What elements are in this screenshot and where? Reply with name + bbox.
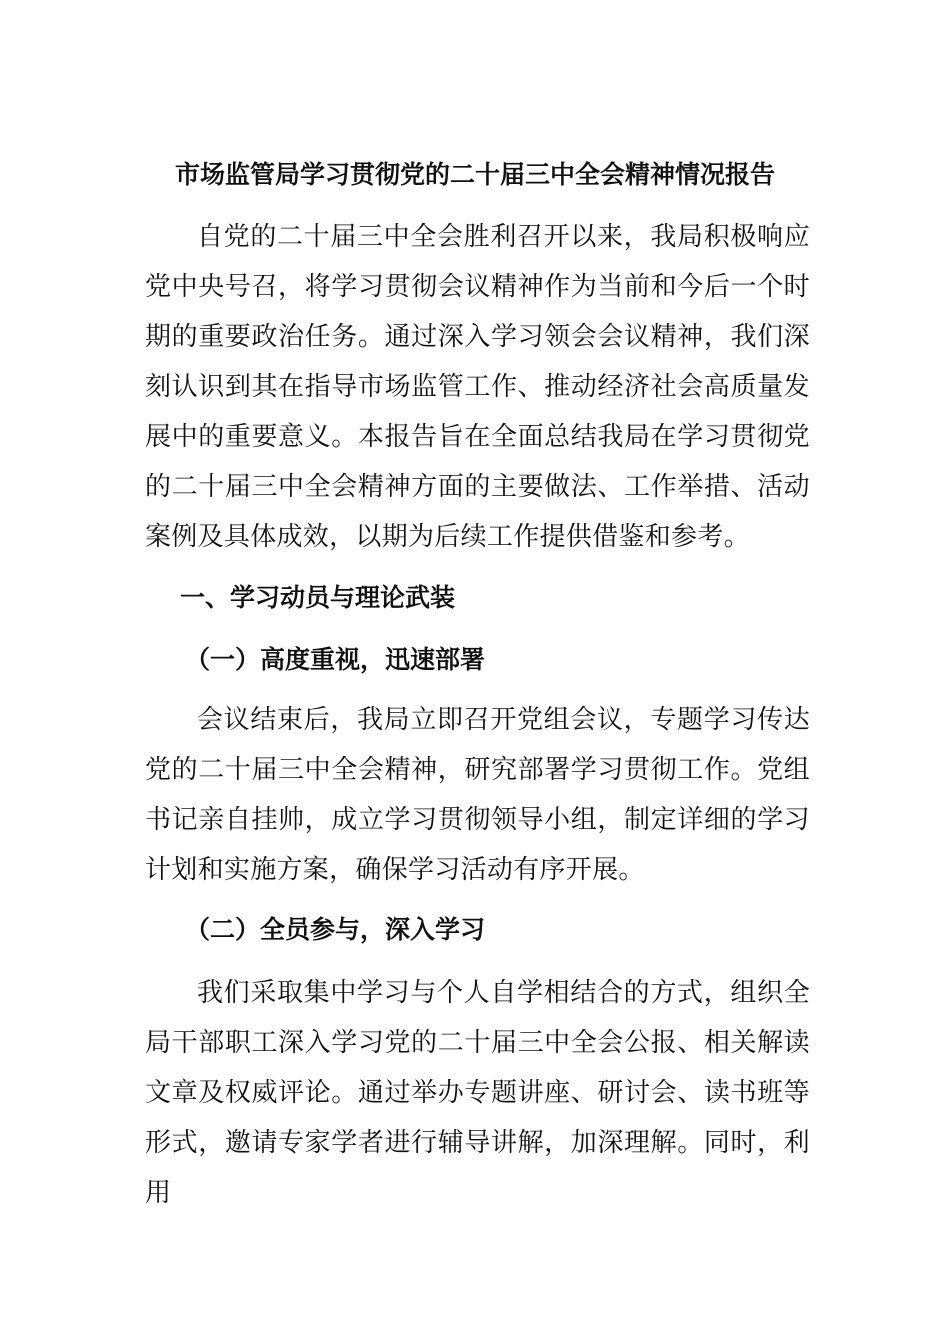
subsection-paragraph-2: 我们采取集中学习与个人自学相结合的方式，组织全局干部职工深入学习党的二十届三中全会公报、相关解读文章及权威评论。通过举办专题讲座、研讨会、读书班等形式，邀请专家学者进行辅导讲解，加深理解。同时，利用 bbox=[145, 978, 810, 1208]
subsection-paragraph-1: 会议结束后，我局立即召开党组会议，专题学习传达党的二十届三中全会精神，研究部署学习贯彻工作。党组书记亲自挂帅，成立学习贯彻领导小组，制定详细的学习计划和实施方案，确保学习活动有序开展。 bbox=[145, 705, 810, 885]
intro-paragraph: 自党的二十届三中全会胜利召开以来，我局积极响应党中央号召，将学习贯彻会议精神作为当前和今后一个时期的重要政治任务。通过深入学习领会会议精神，我们深刻认识到其在指导市场监管工作、推动经济社会高质量发展中的重要意义。本报告旨在全面总结我局在学习贯彻党的二十届三中全会精神方面的主要做法、工作举措、活动案例及具体成效，以期为后续工作提供借鉴和参考。 bbox=[145, 222, 810, 552]
subsection-heading-2: （二）全员参与，深入学习 bbox=[185, 915, 486, 944]
document-title: 市场监管局学习贯彻党的二十届三中全会精神情况报告 bbox=[174, 160, 775, 189]
subsection-heading-1: （一）高度重视，迅速部署 bbox=[185, 645, 486, 674]
section-heading: 一、学习动员与理论武装 bbox=[180, 583, 456, 612]
